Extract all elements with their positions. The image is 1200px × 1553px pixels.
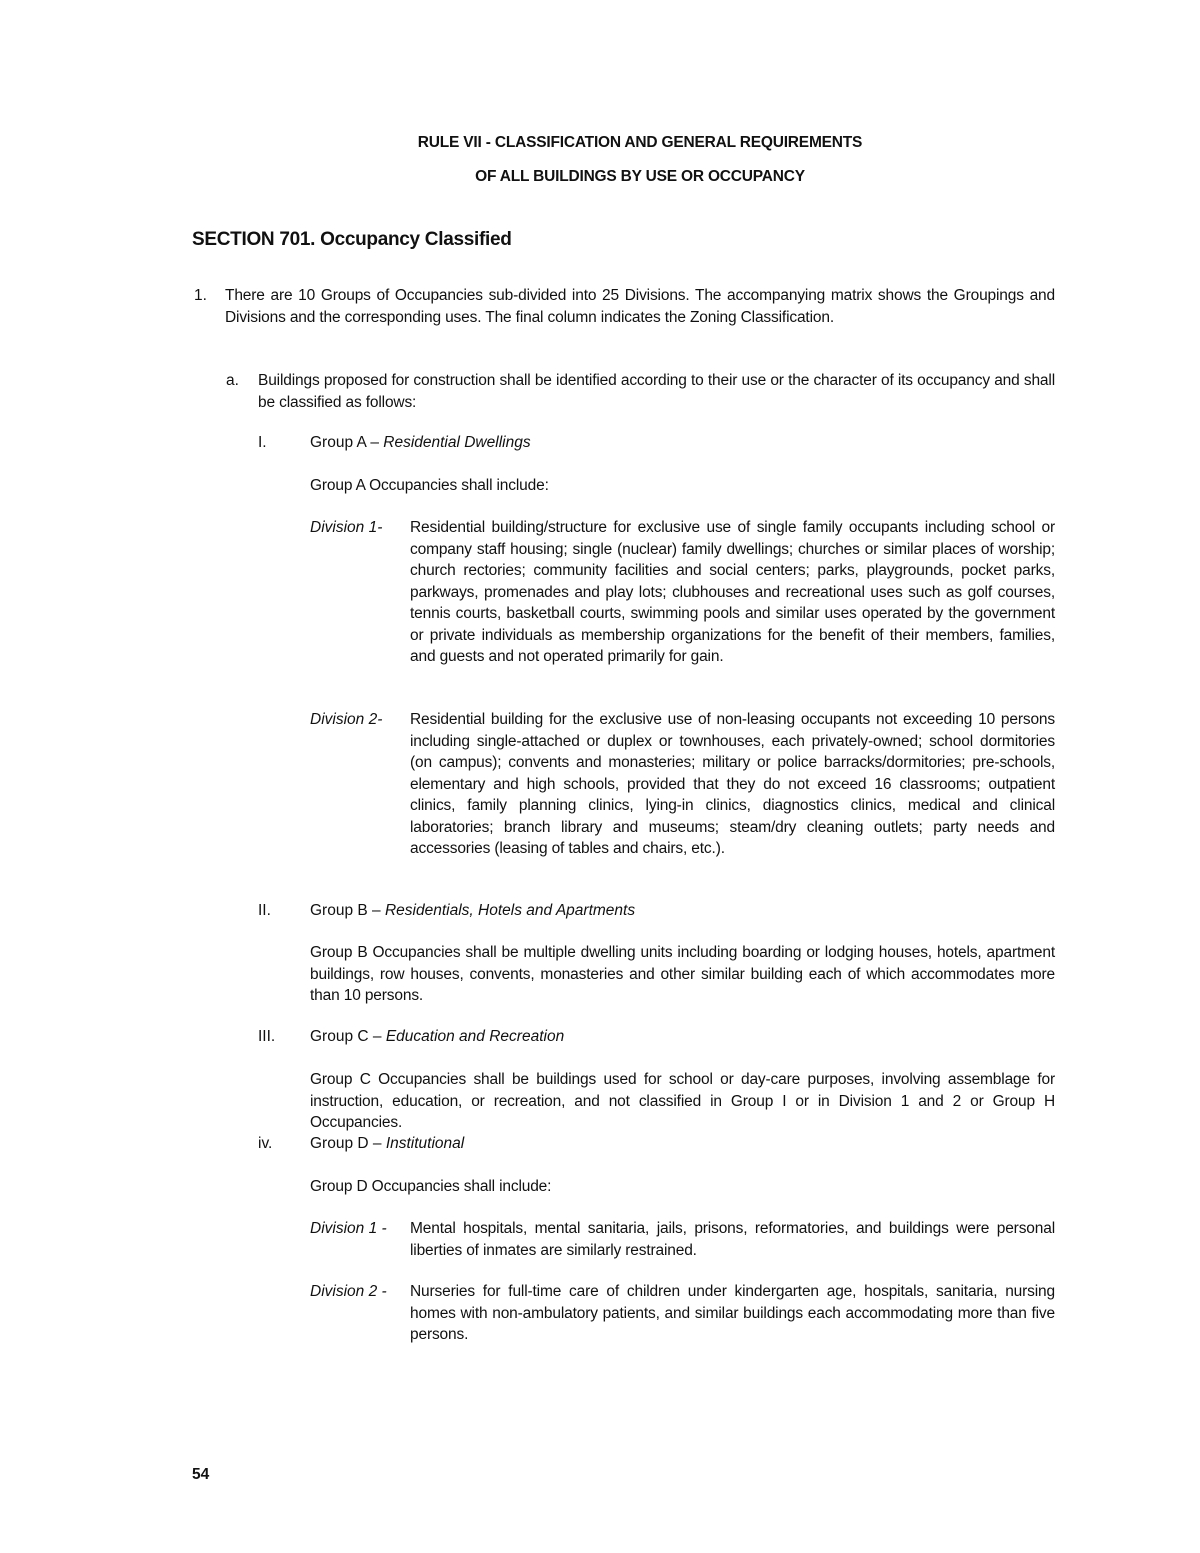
group-b-name: Residentials, Hotels and Apartments <box>384 902 636 919</box>
group-c-heading <box>310 1026 564 1048</box>
group-b-heading <box>310 900 635 922</box>
item-a-text: Buildings proposed for construction shall be identified according to their use or the character of its occupancy and shall be classified as follows: <box>258 372 1055 411</box>
item1-marker: 1. <box>194 287 207 304</box>
group-b-label: Group B – <box>310 902 385 919</box>
group-b-numeral: II. <box>258 902 271 919</box>
group-a-div2-label: Division 2- <box>310 711 383 728</box>
group-c-label: Group C – <box>310 1028 386 1045</box>
section-heading: SECTION 701. Occupancy Classified <box>192 229 512 250</box>
group-a-div2-text: Residential building for the exclusive use of non-leasing occupants not exceeding 10 persons including single-attached or duplex or townhouses, each privately-owned; school dormitories (on campus); convents and monasteries; military or police barracks/dormitories; pre-schools, elementary and high schools, provided that they do not exceed 16 classrooms; outpatient clinics, family planning clinics, lying-in clinics, diagnostics clinics, medical and clinical laboratories; branch library and museums; steam/dry cleaning outlets; party needs and accessories (leasing of tables and chairs, etc.). <box>410 711 1055 857</box>
group-a-name: Residential Dwellings <box>383 434 531 451</box>
group-a-heading <box>310 432 531 454</box>
page-number: 54 <box>192 1466 210 1483</box>
rule-title-line2: OF ALL BUILDINGS BY USE OR OCCUPANCY <box>475 168 805 185</box>
group-a-label: Group A – <box>310 434 384 451</box>
group-d-numeral: iv. <box>258 1135 273 1152</box>
group-d-div1-label: Division 1 - <box>310 1220 387 1237</box>
item-a-marker: a. <box>226 372 239 389</box>
group-d-intro: Group D Occupancies shall include: <box>310 1178 552 1195</box>
rule-title-line1: RULE VII - CLASSIFICATION AND GENERAL REQUIREMENTS <box>417 134 863 151</box>
group-a-div1-label: Division 1- <box>310 519 383 536</box>
group-c-name: Education and Recreation <box>385 1028 565 1045</box>
group-d-div1-text: Mental hospitals, mental sanitaria, jails, prisons, reformatories, and buildings were personal liberties of inmates are similarly restrained. <box>410 1220 1055 1259</box>
group-b-text: Group B Occupancies shall be multiple dwelling units including boarding or lodging houses, hotels, apartment buildings, row houses, convents, monasteries and other similar building each of which accommodates more than 10 persons. <box>310 944 1055 1004</box>
group-c-numeral: III. <box>258 1028 276 1045</box>
group-a-div1-text: Residential building/structure for exclusive use of single family occupants including school or company staff housing; single (nuclear) family dwellings; churches or similar places of worship; church rectories; community facilities and social centers; parks, playgrounds, pocket parks, parkways, promenades and play lots; clubhouses and recreational uses such as golf courses, tennis courts, basketball courts, swimming pools and similar uses operated by the government or private individuals as membership organizations for the benefit of their members, families, and guests and not operated primarily for gain. <box>410 519 1055 665</box>
group-d-label: Group D – <box>310 1135 386 1152</box>
group-c-text: Group C Occupancies shall be buildings used for school or day-care purposes, involving assemblage for instruction, education, or recreation, and not classified in Group I or in Division 1 and 2 or Group H Occupancies. <box>310 1071 1055 1131</box>
group-d-div2-text: Nurseries for full-time care of children under kindergarten age, hospitals, sanitaria, nursing homes with non-ambulatory patients, and similar buildings each accommodating more than five persons. <box>410 1283 1055 1343</box>
group-d-div2-label: Division 2 - <box>310 1283 387 1300</box>
group-a-numeral: I. <box>258 434 267 451</box>
group-a-intro: Group A Occupancies shall include: <box>310 477 549 494</box>
group-d-heading <box>310 1133 464 1155</box>
group-d-name: Institutional <box>385 1135 465 1152</box>
item1-text: There are 10 Groups of Occupancies sub-divided into 25 Divisions. The accompanying matrix shows the Groupings and Divisions and the corresponding uses. The final column indicates the Zoning Classification. <box>225 287 1055 326</box>
